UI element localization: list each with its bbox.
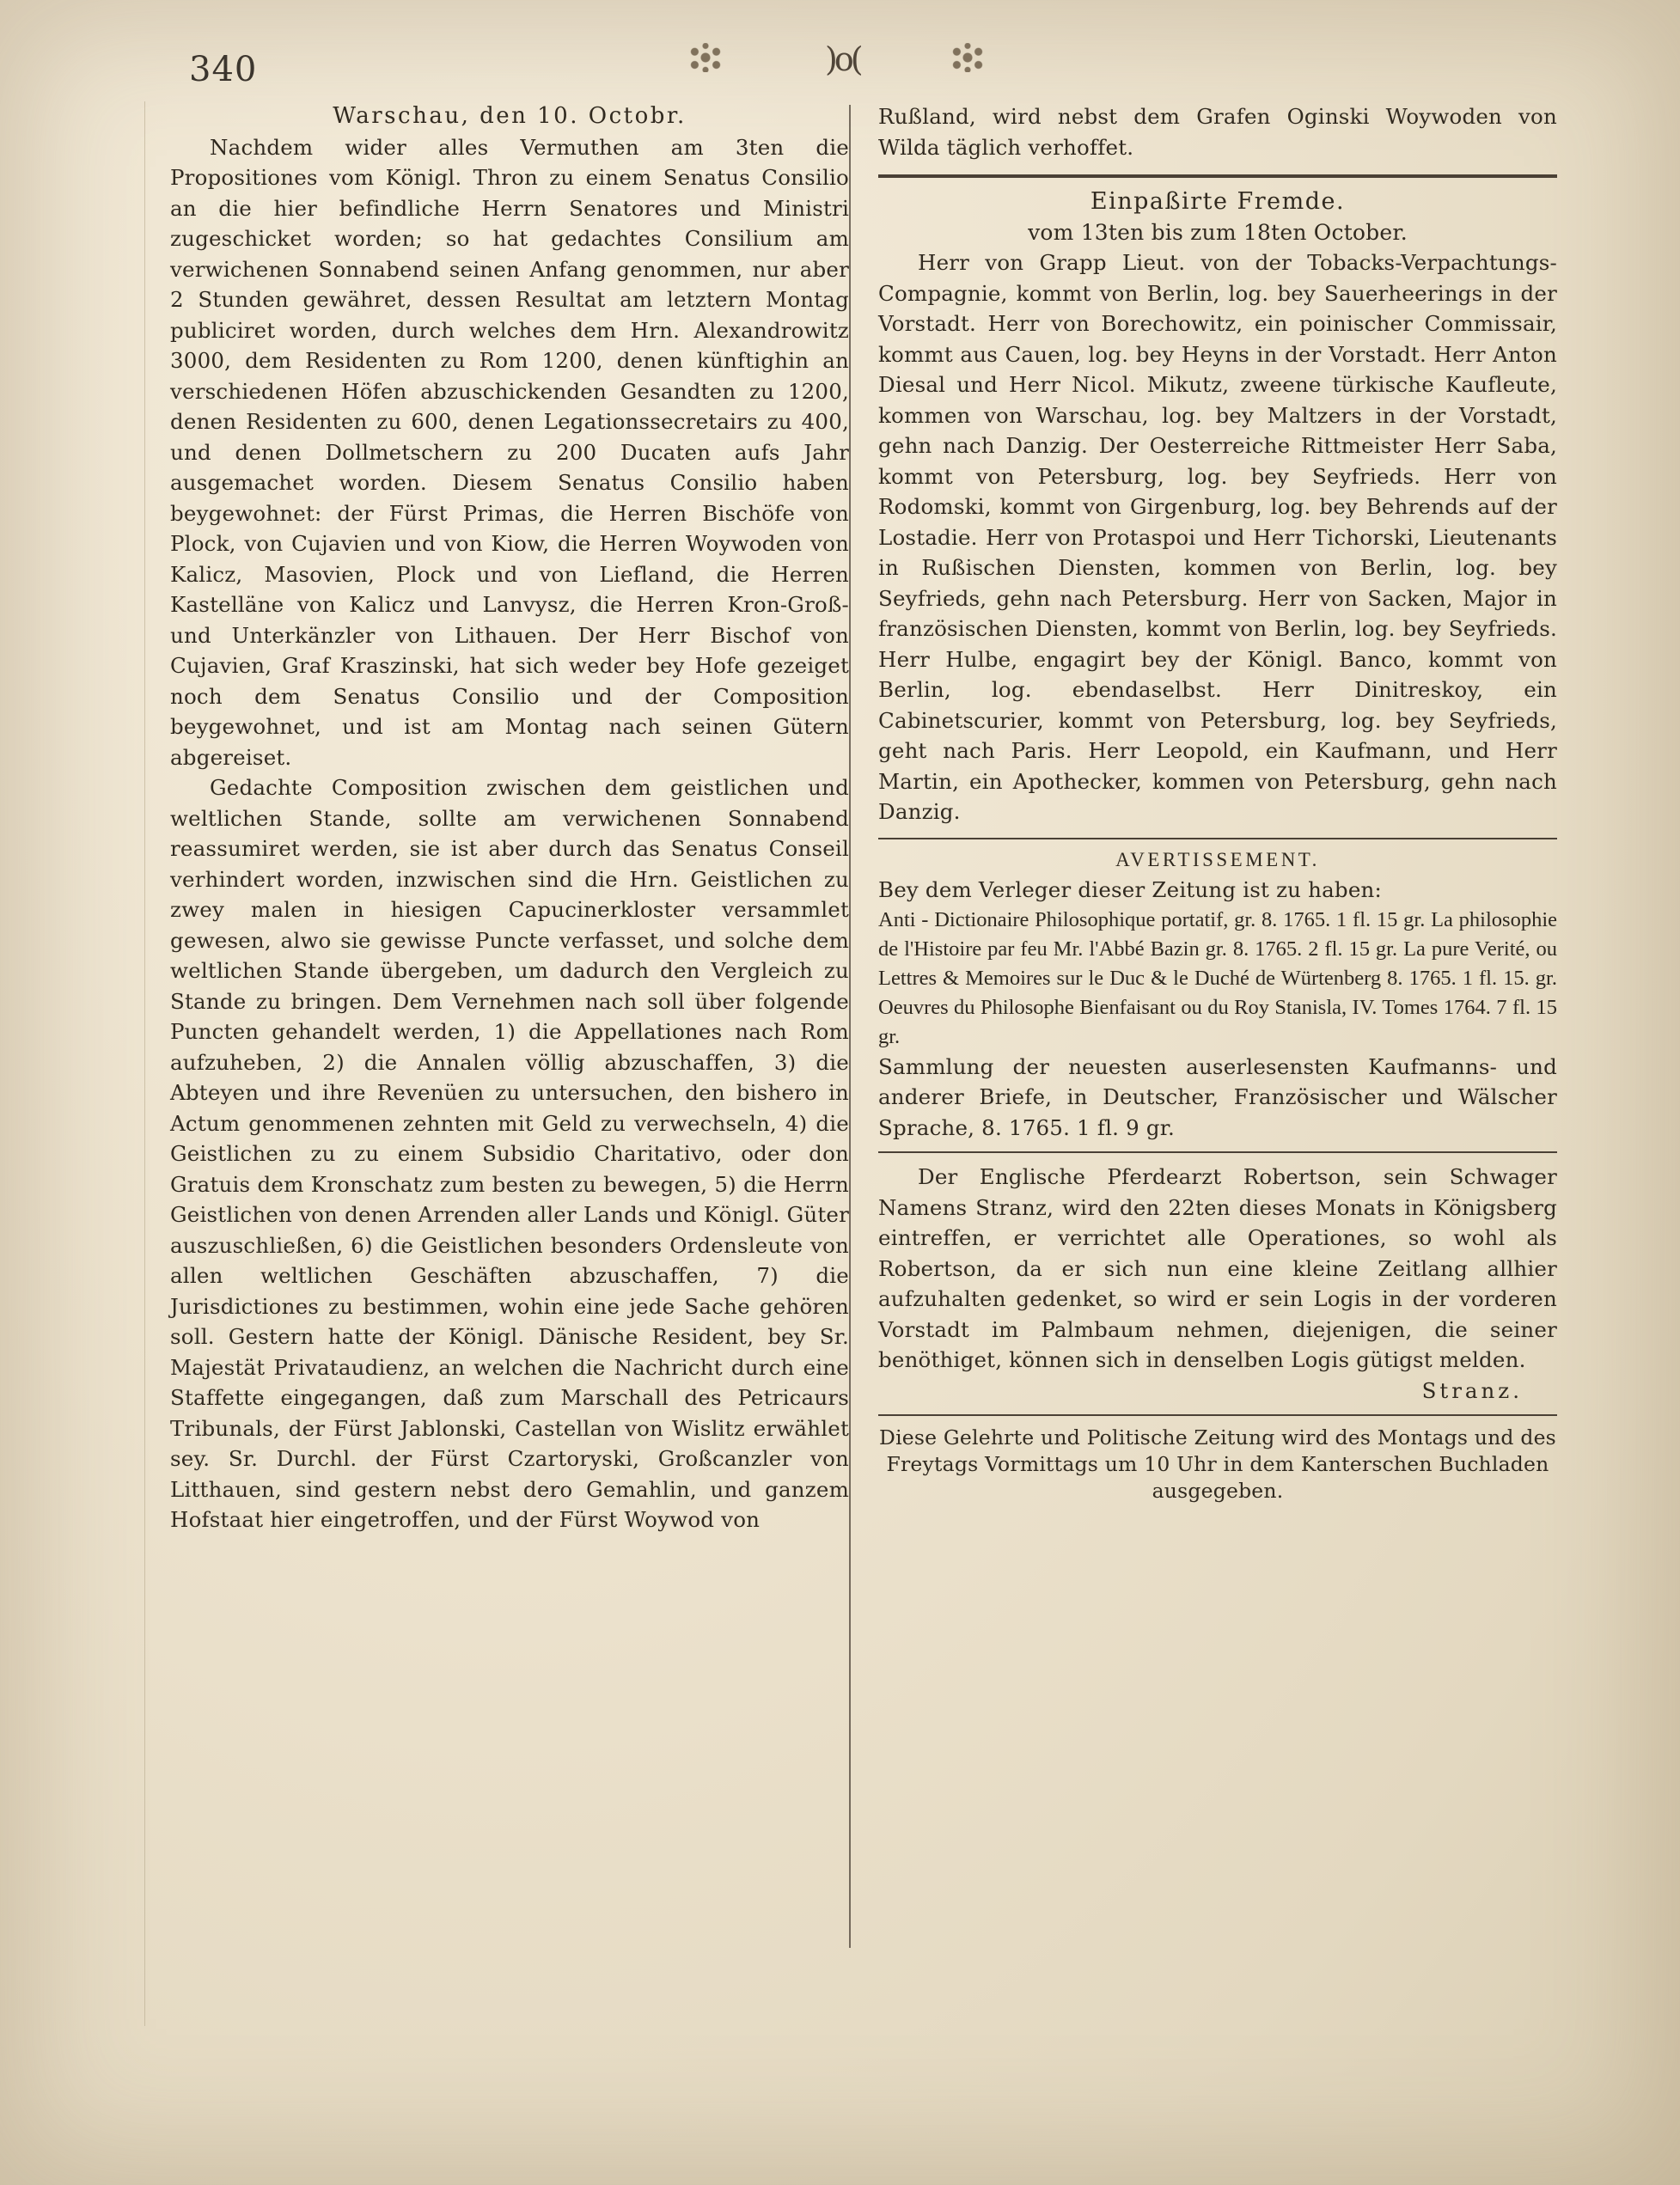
foreigners-list-body: Herr von Grapp Lieut. von der Tobacks-Verpachtungs-Compagnie, kommt von Berlin, log. bey Sauerheerings in der Vorstadt. Herr von Borechowitz, ein poinischer Commissair, kommt aus Cauen, log. bey Heyns in der Vorstadt. Herr Anton Diesal und Herr Nicol. Mikutz, zweene türkische Kaufleute, kommen von Warschau, log. bey Maltzers in der Vorstadt, gehn nach Danzig. Der Oesterreiche Rittmeister Herr Saba, kommt von Petersburg, log. bey Seyfrieds. Herr von Rodomski, kommt von Girgenburg, log. bey Behrends auf der Lostadie. Herr von Protaspoi und Herr Tichorski, Lieutenants in Rußischen Diensten, kommen von Berlin, log. bey Seyfrieds, gehn nach Petersburg. Herr von Sacken, Major in französischen Diensten, kommt von Berlin, log. bey Seyfrieds. Herr Hulbe, engagirt bey der Königl. Banco, kommt von Berlin, log. ebendaselbst. Herr Dinitreskoy, ein Cabinetscurier, kommt von Petersburg, log. bey Seyfrieds, geht nach Paris. Herr Leopold, ein Kaufmann, und Herr Martin, ein Apothecker, kommen von Petersburg, gehn nach Danzig. — [878, 250, 1557, 824]
page-header — [129, 34, 1555, 95]
page-content — [129, 34, 1555, 2011]
left-column — [170, 101, 849, 1535]
article-paragraph: Nachdem wider alles Vermuthen am 3ten die Propositiones vom Königl. Thron zu einem Senatus Consilio an die hier befindliche Herrn Senatores und Ministri zugeschicket worden; so hat gedachtes Consilium am verwichenen Sonnabend seinen Anfang genommen, nur aber 2 Stunden gewähret, dessen Resultat am letztern Montag publiciret worden, durch welches dem Hrn. Alexandrowitz 3000, dem Residenten zu Rom 1200, denen künftighin an verschiedenen Höfen abzuschickenden Gesandten zu 1200, denen Residenten zu 600, denen Legationssecretairs zu 400, und denen Dollmetschern zu 200 Ducaten aufs Jahr ausgemachet worden. Diesem Senatus Consilio haben beygewohnet: der Fürst Primas, die Herren Bischöfe von Plock, von Cujavien und von Kiow, die Herren Woywoden von Kalicz, Masovien, Plock und von Liefland, die Herren Kastelläne von Kalicz und Lanvysz, die Herren Kron-Groß- und Unterkänzler von Lithauen. Der Herr Bischof von Cujavien, Graf Kraszinski, hat sich weder bey Hofe gezeiget noch dem Senatus Consilio und der Composition beygewohnet, und ist am Montag nach seinen Gütern abgereiset. — [170, 134, 849, 770]
notice-rule — [878, 1151, 1557, 1153]
advertisement-heading: AVERTISSEMENT. — [1115, 848, 1320, 870]
right-column — [878, 101, 1557, 1504]
center-ornament: )o( — [825, 40, 860, 78]
article-continuation: Rußland, wird nebst dem Grafen Oginski Woywoden von Wilda täglich verhoffet. — [878, 104, 1557, 160]
advertisement-book-list-german: Sammlung der neuesten auserlesensten Kaufmanns- und anderer Briefe, in Deutscher, Französischer und Wälscher Sprache, 8. 1765. 1 fl. 9 gr. — [878, 1053, 1557, 1140]
colophon: Diese Gelehrte und Politische Zeitung wird des Montags und des Freytags Vormittags um 10 Uhr in dem Kanterschen Buchladen ausgegeben. — [879, 1425, 1556, 1503]
advertisement-intro: Bey dem Verleger dieser Zeitung ist zu haben: — [878, 877, 1382, 902]
advertisement-rule — [878, 838, 1557, 839]
advertisement-book-list: Anti - Dictionaire Philosophique portatif, gr. 8. 1765. 1 fl. 15 gr. La philosophie de l'Histoire par feu Mr. l'Abbé Bazin gr. 8. 1765. 2 fl. 15 gr. La pure Verité, ou Lettres & Memoires sur le Duc & le Duché de Würtenberg 8. 1765. 1 fl. 15. gr. Oeuvres du Philosophe Bienfaisant ou du Roy Stanisla, IV. Tomes 1764. 7 fl. 15 gr. — [878, 907, 1557, 1048]
rosette-ornament-left — [687, 43, 724, 78]
rosette-ornament-right — [950, 43, 986, 78]
section-rule — [878, 174, 1557, 178]
two-column-body — [129, 101, 1555, 1992]
section-title-foreigners: Einpaßirte Fremde. — [1090, 188, 1346, 215]
colophon-rule — [878, 1414, 1557, 1416]
section-subtitle-dates: vom 13ten bis zum 18ten October. — [1028, 219, 1408, 245]
page-number: 340 — [189, 50, 258, 89]
column-divider-rule — [849, 105, 851, 1948]
dateline: Warschau, den 10. Octobr. — [333, 103, 687, 129]
notice-signature: Stranz. — [1421, 1377, 1523, 1403]
notice-body: Der Englische Pferdearzt Robertson, sein Schwager Namens Stranz, wird den 22ten dieses Monats in Königsberg eintreffen, er verrichtet alle Operationes, so wohl als Robertson, da er sich nun eine kleine Zeitlang allhier aufzuhalten gedenket, so wird er sein Logis in der vorderen Vorstadt im Palmbaum nehmen, diejenigen, die seiner benöthiget, können sich in denselben Logis gütigst melden. — [878, 1164, 1557, 1372]
article-paragraph: Gedachte Composition zwischen dem geistlichen und weltlichen Stande, sollte am verwichenen Sonnabend reassumiret werden, sie ist aber durch das Senatus Conseil verhindert worden, inzwischen sind die Hrn. Geistlichen zu zwey malen in hiesigen Capucinerkloster versammlet gewesen, alwo sie gewisse Puncte verfasset, und solche dem weltlichen Stande übergeben, um dadurch den Vergleich zu Stande zu bringen. Dem Vernehmen nach soll über folgende Puncten gehandelt werden, 1) die Appellationes nach Rom aufzuheben, 2) die Annalen völlig abzuschaffen, 3) die Abteyen und ihre Revenüen zu untersuchen, den bishero in Actum genommenen zehnten mit Geld zu verwechseln, 4) die Geistlichen zu zu einem Subsidio Charitativo, oder don Gratuis dem Kronschatz zum besten zu bewegen, 5) die Herrn Geistlichen von denen Arrenden aller Lands und Königl. Güter auszuschließen, 6) die Geistlichen besonders Ordensleute von allen weltlichen Geschäften abzuschaffen, 7) die Jurisdictiones zu bestimmen, wohin eine jede Sache gehören soll. Gestern hatte der Königl. Dänische Resident, bey Sr. Majestät Privataudienz, an welchen die Nachricht durch eine Staffette eingegangen, daß zum Marschall des Petricaurs Tribunals, der Fürst Jablonski, Castellan von Wislitz erwählet sey. Sr. Durchl. der Fürst Czartoryski, Großcanzler von Litthauen, sind gestern nebst dero Gemahlin, und ganzem Hofstaat hier eingetroffen, und der Fürst Woywod von — [170, 775, 849, 1532]
paper-crease — [144, 101, 145, 2026]
